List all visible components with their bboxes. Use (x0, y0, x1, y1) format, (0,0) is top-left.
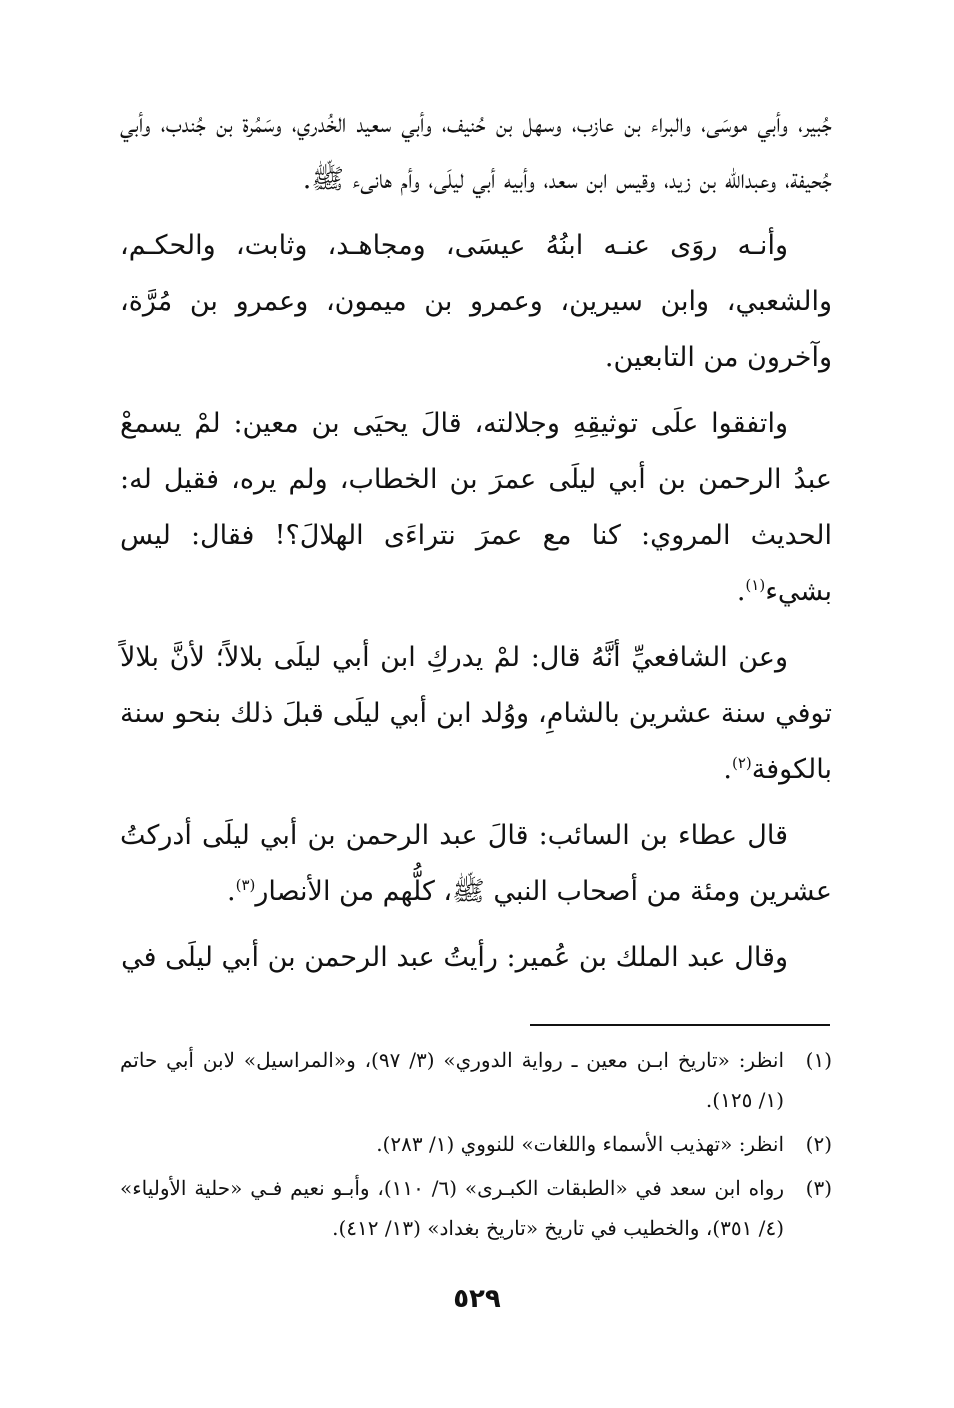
paragraph-companions (120, 96, 832, 208)
paragraph-reliability (120, 396, 832, 620)
footnote-number: (٢) (805, 1132, 832, 1156)
footnote-separator (530, 1024, 830, 1026)
paragraph-abdulmalik (120, 930, 832, 986)
footnote-text: انظر: «تاريخ ابـن معين ـ رواية الدوري» (٣/ ٩٧)، و«المراسيل» لابن أبي حاتم (١/ ١٢٥). (120, 1048, 785, 1112)
footnote-text: رواه ابن سعد في «الطبقات الكبـرى» (٦/ ١١٠)، وأبـو نعيم فـي «حلية الأولياء» (٤/ ٣٥١)، والخطيب في تاريخ «تاريخ بغداد» (١٣/ ٤١٢). (120, 1176, 784, 1240)
paragraph-narrators (120, 218, 832, 386)
footnote-3 (120, 1168, 832, 1248)
footnote-2 (120, 1124, 832, 1164)
page-number: ٥٢٩ (453, 1284, 501, 1314)
footnote-number: (١) (805, 1048, 832, 1072)
footnotes (120, 1040, 832, 1252)
footnote-ref-3[interactable]: (٣) (235, 876, 256, 894)
main-text (120, 96, 832, 996)
footnote-1 (120, 1040, 832, 1120)
paragraph-text: واتفقوا علَى توثيقِهِ وجلالته، قالَ يحيَى بن معين: لمْ يسمعْ عبدُ الرحمن بن أبي ليلَى عمرَ بن الخطاب، ولم يره، فقيل له: الحديث المروي: كنا مع عمرَ نتراءَى الهلالَ؟! فقال: ليس بشيء (120, 408, 832, 607)
footnote-ref-1[interactable]: (١) (745, 576, 766, 594)
paragraph-text: وقال عبد الملك بن عُمير: رأيتُ عبد الرحمن بن أبي ليلَى في (121, 942, 788, 973)
paragraph-text: قال عطاء بن السائب: قالَ عبد الرحمن بن أبي ليلَى أدركتُ عشرين ومئة من أصحاب النبي ﷺ، كلُّهم من الأنصار (120, 820, 832, 907)
sentence-end: . (226, 876, 236, 907)
sentence-end: . (736, 576, 746, 607)
footnote-number: (٣) (805, 1176, 832, 1200)
sentence-end: . (723, 754, 732, 785)
paragraph-text: جُبير، وأبي موسَى، والبراء بن عازب، وسهل بن حُنيف، وأبي سعيد الخُدري، وسَمُرة بن جُندب، وأبي جُحيفة، وعبدالله بن زيد، وقيس ابن سعد، وأبيه أبي ليلَى، وأم هانىء ﷺ. (120, 108, 832, 195)
paragraph-text: وعن الشافعيِّ أنَّهُ قال: لمْ يدركِ ابن أبي ليلَى بلالاً؛ لأنَّ بلالاً توفي سنة عشرين بالشامِ، ووُلد ابن أبي ليلَى قبلَ ذلك بنحو سنة بالكوفة (120, 642, 832, 785)
paragraph-text: وأنـه روَى عنـه ابنُهُ عيسَى، ومجاهـد، وثابت، والحكـم، والشعبي، وابن سيرين، وعمرو بن ميمون، وعمرو بن مُرَّة، وآخرون من التابعين. (120, 230, 832, 373)
paragraph-ata (120, 808, 832, 920)
footnote-ref-2[interactable]: (٢) (732, 754, 752, 772)
footnote-text: انظر: «تهذيب الأسماء واللغات» للنووي (١/ ٢٨٣). (376, 1132, 784, 1156)
paragraph-shafii (120, 630, 832, 798)
